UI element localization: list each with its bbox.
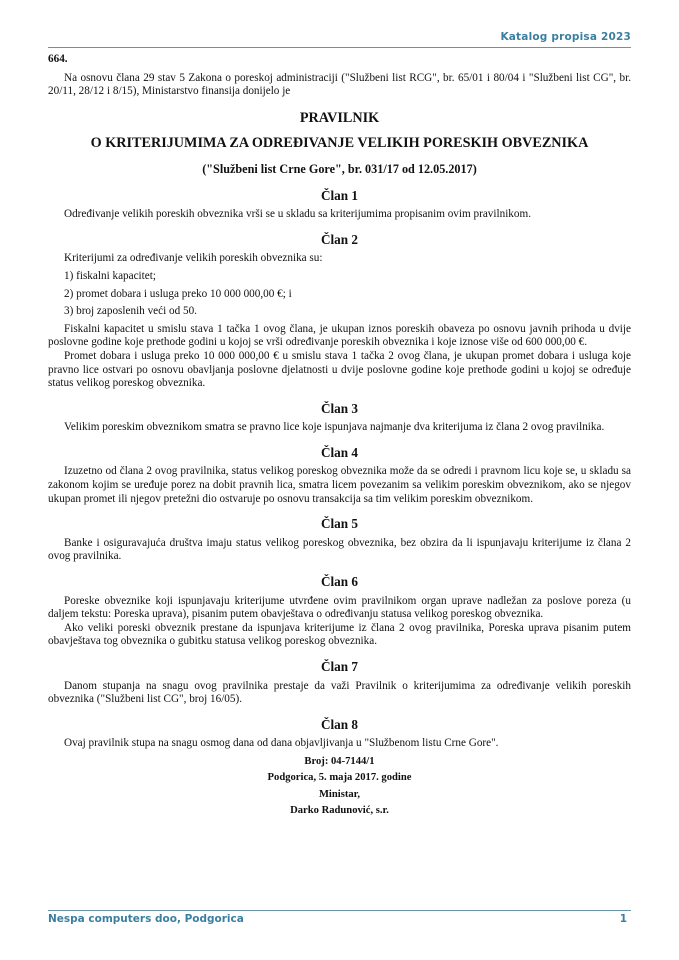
article-2-paragraph-1: Kriterijumi za određivanje velikih poreskih obveznika su: [64, 252, 323, 265]
article-2-item-2: 2) promet dobara i usluga preko 10 000 000,00 €; i [64, 287, 292, 300]
signature-number: Broj: 04-7144/1 [304, 755, 375, 767]
article-6-paragraph-1: Poreske obveznike koji ispunjavaju kriterijume utvrđene ovim pravilnikom organ uprave nadležan za poslove poreza (u daljem tekstu: Poreska uprava), pisanim putem obavještava o određivanju statusa velikog poreskog obveznika. [48, 594, 631, 621]
preamble: Na osnovu člana 29 stav 5 Zakona o poreskoj administraciji ("Službeni list RCG", br. 65/01 i 80/04 i "Službeni list CG", br. 20/11, 28/12 i 8/15), Ministarstvo finansija donijelo je [48, 71, 631, 98]
article-2-item-3: 3) broj zaposlenih veći od 50. [64, 305, 197, 318]
article-2-heading: Član 2 [320, 231, 358, 247]
gazette-reference: ("Službeni list Crne Gore", br. 031/17 od 12.05.2017) [202, 161, 477, 176]
signature-place-date: Podgorica, 5. maja 2017. godine [267, 772, 412, 784]
article-1-heading: Član 1 [320, 187, 358, 203]
article-6-paragraph-2: Ako veliki poreski obveznik prestane da ispunjava kriterijume iz člana 2 ovog pravilnika, Poreska uprava pisanim putem obavještava tog obveznika o gubitku statusa velikog poreskog obveznika. [48, 621, 631, 648]
document-subtitle: O KRITERIJUMIMA ZA ODREĐIVANJE VELIKIH PORESKIH OBVEZNIKA [90, 135, 589, 152]
article-5-heading: Član 5 [320, 516, 358, 532]
footer-page-number: 1 [619, 913, 627, 925]
header-divider [48, 47, 631, 48]
document-body [48, 53, 631, 821]
article-7-paragraph: Danom stupanja na snagu ovog pravilnika prestaje da važi Pravilnik o kriterijumima za određivanje velikih poreskih obveznika ("Službeni list CG", broj 16/05). [48, 679, 631, 706]
article-2-paragraph-3: Promet dobara i usluga preko 10 000 000,00 € u smislu stava 1 tačka 2 ovog člana, je ukupan promet dobara i usluga koje pravno lice ostvari po osnovu obavljanja poslovne djelatnosti u dvije poslovne godine koje prethode godini u kojoj se određuje status velikog poreskog obveznika. [48, 349, 631, 390]
article-2-item-1: 1) fiskalni kapacitet; [64, 269, 156, 282]
article-8-paragraph: Ovaj pravilnik stupa na snagu osmog dana od dana objavljivanja u "Službenom listu Crne Gore". [64, 737, 499, 750]
article-4-paragraph: Izuzetno od člana 2 ovog pravilnika, status velikog poreskog obveznika može da se odredi i pravnom licu koje se, u skladu sa zakonom kojim se uređuje porez na dobit pravnih lica, smatra licem povezanim sa velikim poreskim obveznikom, ako se njegov ukupan promet ili njegov pretežni dio ostvaruje po osnovu transakcija sa tim velikim poreskim obveznikom. [48, 465, 631, 505]
article-1-paragraph: Određivanje velikih poreskih obveznika vrši se u skladu sa kriterijumima propisanim ovim pravilnikom. [64, 208, 531, 221]
article-5-paragraph: Banke i osiguravajuća društva imaju status velikog poreskog obveznika, bez obzira da li ispunjavaju kriterijume iz člana 2 ovog pravilnika. [48, 536, 631, 563]
signature-role: Ministar, [318, 788, 361, 800]
article-2-paragraph-2: Fiskalni kapacitet u smislu stava 1 tačka 1 ovog člana, je ukupan iznos poreskih obaveza po osnovu javnih prihoda u dvije poslovne godine koje prethode godini u kojoj se vrši određivanje poreskih obveznika i koje iznose više od 600 000,00 €. [48, 322, 631, 349]
article-4-heading: Član 4 [320, 444, 358, 460]
article-8-heading: Član 8 [320, 716, 358, 732]
signature-name: Darko Radunović, s.r. [290, 805, 389, 817]
article-6-heading: Član 6 [320, 574, 358, 590]
footer-company: Nespa computers doo, Podgorica [48, 913, 244, 925]
article-7-heading: Član 7 [320, 659, 358, 674]
footer-divider [48, 910, 631, 911]
document-number: 664. [48, 53, 68, 65]
catalog-header: Katalog propisa 2023 [500, 31, 631, 43]
document-title: PRAVILNIK [299, 109, 380, 126]
signature-block [48, 755, 631, 818]
article-3-paragraph: Velikim poreskim obveznikom smatra se pravno lice koje ispunjava najmanje dva kriterijuma iz člana 2 ovog pravilnika. [64, 421, 605, 434]
article-3-heading: Član 3 [320, 400, 358, 416]
